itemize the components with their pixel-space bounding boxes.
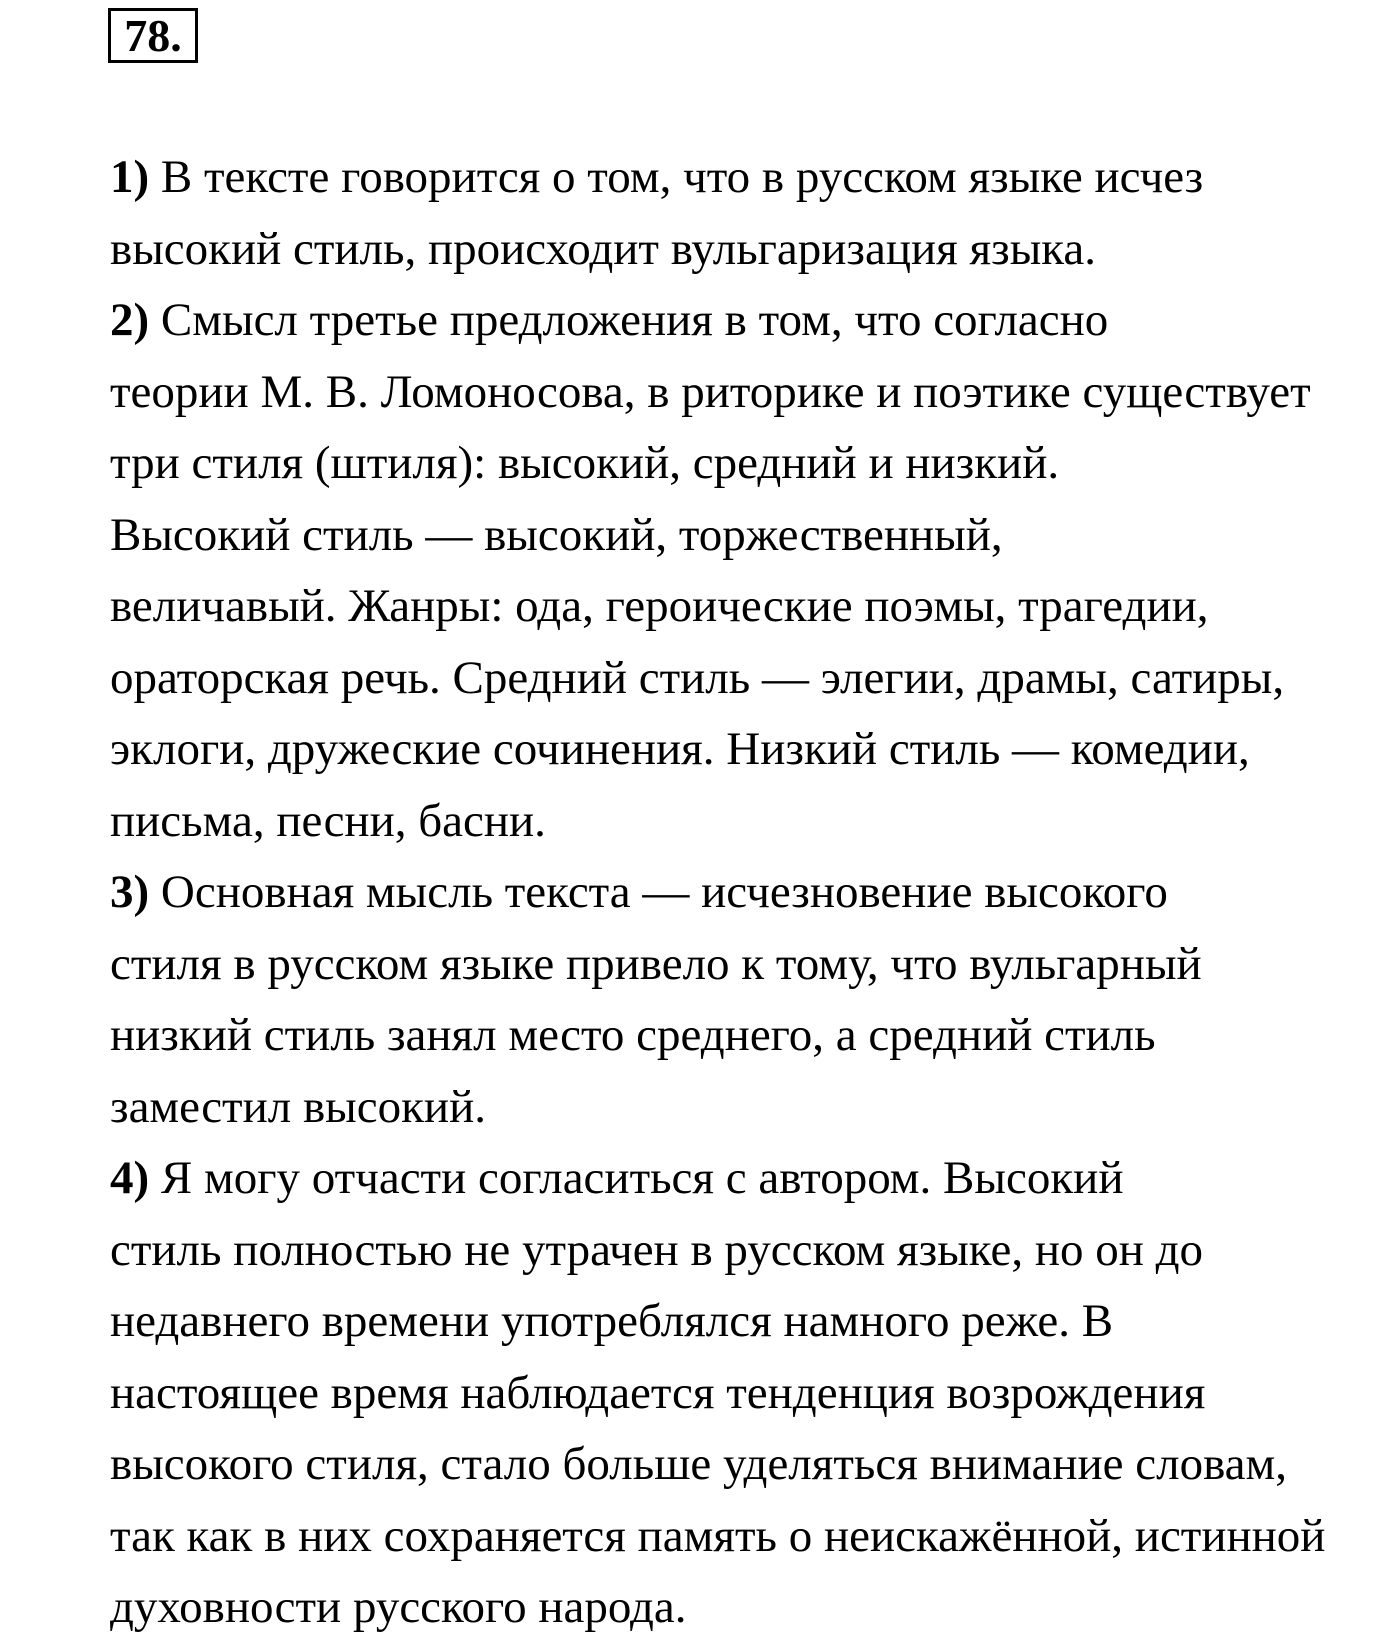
text-line: так как в них сохраняется память о неискажённой, истинной (110, 1509, 1326, 1562)
answer-text (4, 142, 1396, 1644)
text-line: эклоги, дружеские сочинения. Низкий стиль — комедии, (110, 723, 1250, 775)
text-line (4, 857, 1396, 929)
text-line: низкий стиль занял место среднего, а средний стиль (110, 1009, 1156, 1061)
text-line (4, 285, 1396, 357)
text-line: духовности русского народа. (110, 1581, 687, 1633)
text-line: три стиля (штиля): высокий, средний и низкий. (110, 437, 1060, 489)
text-line: высокого стиля, стало больше уделяться внимание словам, (110, 1438, 1288, 1490)
text-line: стиль полностью не утрачен в русском языке, но он до (110, 1223, 1204, 1276)
text-line: величавый. Жанры: ода, героические поэмы, трагедии, (110, 580, 1209, 632)
text-line: теории М. В. Ломоносова, в риторике и поэтике существует (110, 365, 1311, 418)
item-number: 3) (110, 866, 150, 918)
text-line: настоящее время наблюдается тенденция возрождения (110, 1366, 1206, 1419)
line-text: Я могу отчасти согласиться с автором. Высокий (149, 1152, 1124, 1204)
paragraph-1 (4, 142, 1396, 285)
item-number: 2) (110, 294, 150, 346)
paragraph-4 (4, 857, 1396, 1143)
text-line: заместил высокий. (110, 1080, 486, 1133)
text-line: стиля в русском языке привело к тому, что вульгарный (110, 937, 1202, 990)
item-number: 1) (110, 151, 150, 203)
exercise-number: 78. (108, 8, 198, 63)
text-line: недавнего времени употреблялся намного реже. В (110, 1295, 1114, 1347)
line-text: Основная мысль текста — исчезновение высокого (149, 866, 1168, 918)
paragraph-2 (4, 285, 1396, 500)
paragraph-5 (4, 1143, 1396, 1644)
line-text: Смысл третье предложения в том, что согласно (149, 294, 1109, 346)
item-number: 4) (110, 1152, 150, 1204)
text-line: письма, песни, басни. (110, 794, 546, 847)
text-line: высокий стиль, происходит вульгаризация языка. (110, 222, 1097, 275)
line-text: В тексте говорится о том, что в русском языке исчез (149, 151, 1204, 203)
text-line (4, 142, 1396, 214)
text-line: Высокий стиль — высокий, торжественный, (110, 508, 1003, 561)
text-line (4, 1143, 1396, 1215)
paragraph-3 (4, 500, 1396, 858)
text-line: ораторская речь. Средний стиль — элегии, драмы, сатиры, (110, 651, 1285, 704)
